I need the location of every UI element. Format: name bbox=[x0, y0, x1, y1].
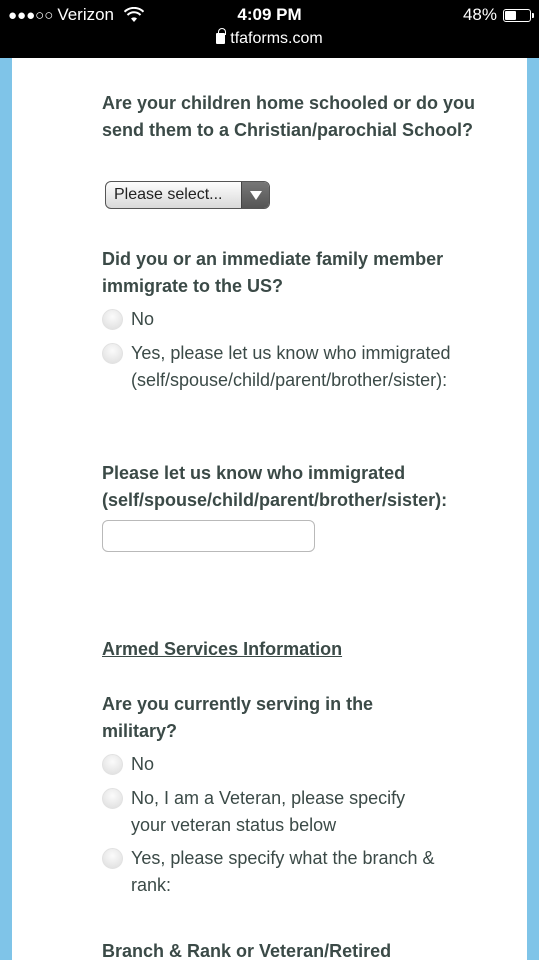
radio-option-label: No, I am a Veteran, please specify your veteran status below bbox=[131, 788, 406, 835]
radio-button[interactable] bbox=[102, 788, 123, 809]
radio-option-military-veteran[interactable] bbox=[102, 785, 431, 839]
radio-option-label: Yes, please let us know who immigrated (self/spouse/child/parent/brother/sister): bbox=[131, 343, 451, 390]
radio-option-label: No bbox=[131, 309, 155, 329]
radio-button[interactable] bbox=[102, 309, 123, 330]
question-military-label: Are you currently serving in the military? bbox=[102, 694, 374, 741]
battery-status bbox=[463, 5, 531, 25]
status-bar bbox=[0, 0, 539, 58]
address-bar[interactable] bbox=[0, 30, 539, 48]
question-schooling-label: Are your children home schooled or do you send them to a Christian/parochial School? bbox=[102, 93, 476, 140]
battery-percent: 48% bbox=[462, 5, 497, 24]
who-immigrated-input[interactable] bbox=[102, 520, 315, 552]
radio-option-military-no[interactable] bbox=[102, 751, 481, 778]
radio-option-label: No bbox=[131, 754, 155, 774]
question-who-immigrated-label: Please let us know who immigrated (self/spouse/child/parent/brother/sister): bbox=[102, 463, 448, 510]
url-text: tfaforms.com bbox=[230, 30, 323, 47]
radio-button[interactable] bbox=[102, 848, 123, 869]
radio-option-immigration-yes[interactable] bbox=[102, 340, 471, 394]
radio-option-label: Yes, please specify what the branch & rank: bbox=[131, 848, 435, 895]
radio-button[interactable] bbox=[102, 343, 123, 364]
lock-icon bbox=[216, 33, 225, 44]
section-heading-armed-services: Armed Services Information bbox=[102, 639, 343, 659]
battery-tip bbox=[532, 13, 534, 18]
clock: 4:09 PM bbox=[237, 5, 302, 24]
schooling-select[interactable] bbox=[105, 181, 270, 209]
signal-strength-icon: ●●●○○ bbox=[8, 6, 54, 24]
radio-button[interactable] bbox=[102, 754, 123, 775]
battery-level bbox=[505, 11, 516, 20]
battery-icon bbox=[503, 9, 531, 22]
carrier-name: Verizon bbox=[57, 5, 115, 24]
radio-option-immigration-no[interactable] bbox=[102, 306, 481, 333]
question-branch-rank-label: Branch & Rank or Veteran/Retired bbox=[102, 941, 392, 960]
question-immigration-label: Did you or an immediate family member immigrate to the US? bbox=[102, 249, 444, 296]
chevron-down-icon bbox=[241, 182, 269, 208]
radio-option-military-yes[interactable] bbox=[102, 845, 441, 899]
schooling-select-value: Please select... bbox=[114, 186, 223, 203]
